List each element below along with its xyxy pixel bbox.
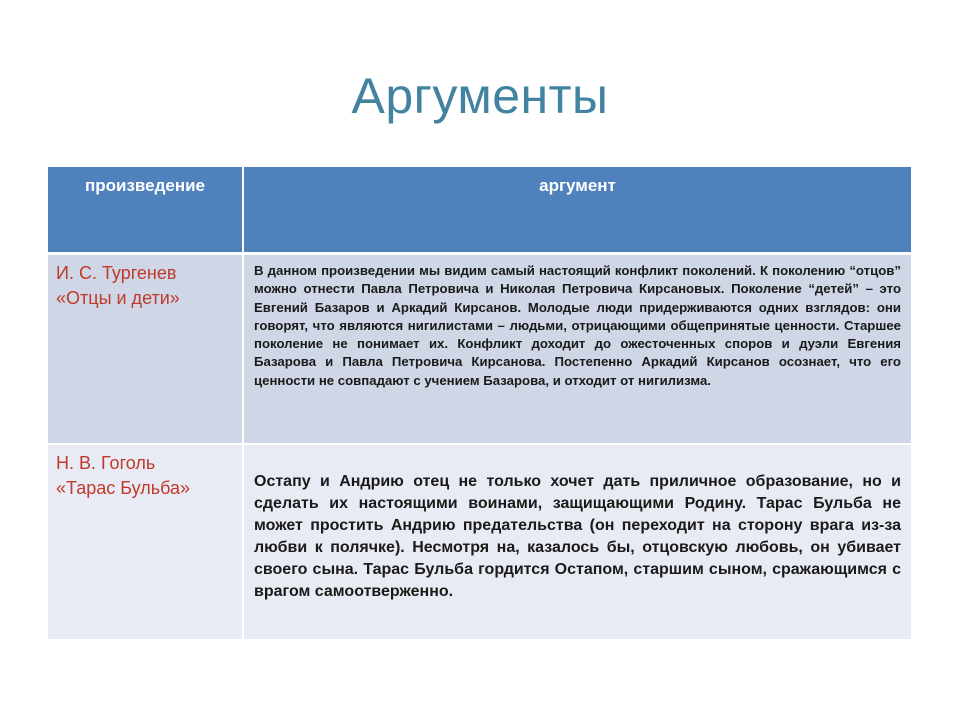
slide-title: Аргументы bbox=[351, 68, 609, 124]
table-row bbox=[48, 445, 911, 641]
work-author: Н. В. Гоголь bbox=[56, 453, 156, 473]
work-title: «Отцы и дети» bbox=[56, 288, 180, 308]
table-row bbox=[48, 255, 911, 445]
work-cell bbox=[48, 445, 244, 641]
argument-cell: В данном произведении мы видим самый настоящий конфликт поколений. К поколению “отцов” можно отнести Павла Петровича и Николая Петровича Кирсановых. Поколение “детей” – это Евгений Базаров и Аркадий Кирсанов. Молодые люди придерживаются одних взглядов: они говорят, что являются нигилистами – людьми, отрицающими общепринятые ценности. Старшее поколение не понимает их. Конфликт доходит до ожесточенных споров и дуэли Евгения Базарова и Павла Петровича Кирсанова. Постепенно Аркадий Кирсанов осознает, что его ценности не совпадают с учением Базарова, и отходит от нигилизма. bbox=[244, 255, 911, 445]
work-title: «Тарас Бульба» bbox=[56, 478, 191, 498]
header-work: произведение bbox=[48, 167, 244, 255]
work-author: И. С. Тургенев bbox=[56, 263, 177, 283]
header-argument: аргумент bbox=[244, 167, 911, 255]
table-header-row bbox=[48, 167, 911, 255]
argument-cell: Остапу и Андрию отец не только хочет дать приличное образование, но и сделать их настоящими воинами, защищающими Родину. Тарас Бульба не может простить Андрию предательства (он переходит на сторону врага из-за любви к полячке). Несмотря на, казалось бы, отцовскую любовь, он убивает своего сына. Тарас Бульба гордится Остапом, старшим сыном, сражающимся с врагом самоотверженно. bbox=[244, 445, 911, 641]
arguments-table bbox=[48, 167, 911, 641]
work-cell bbox=[48, 255, 244, 445]
